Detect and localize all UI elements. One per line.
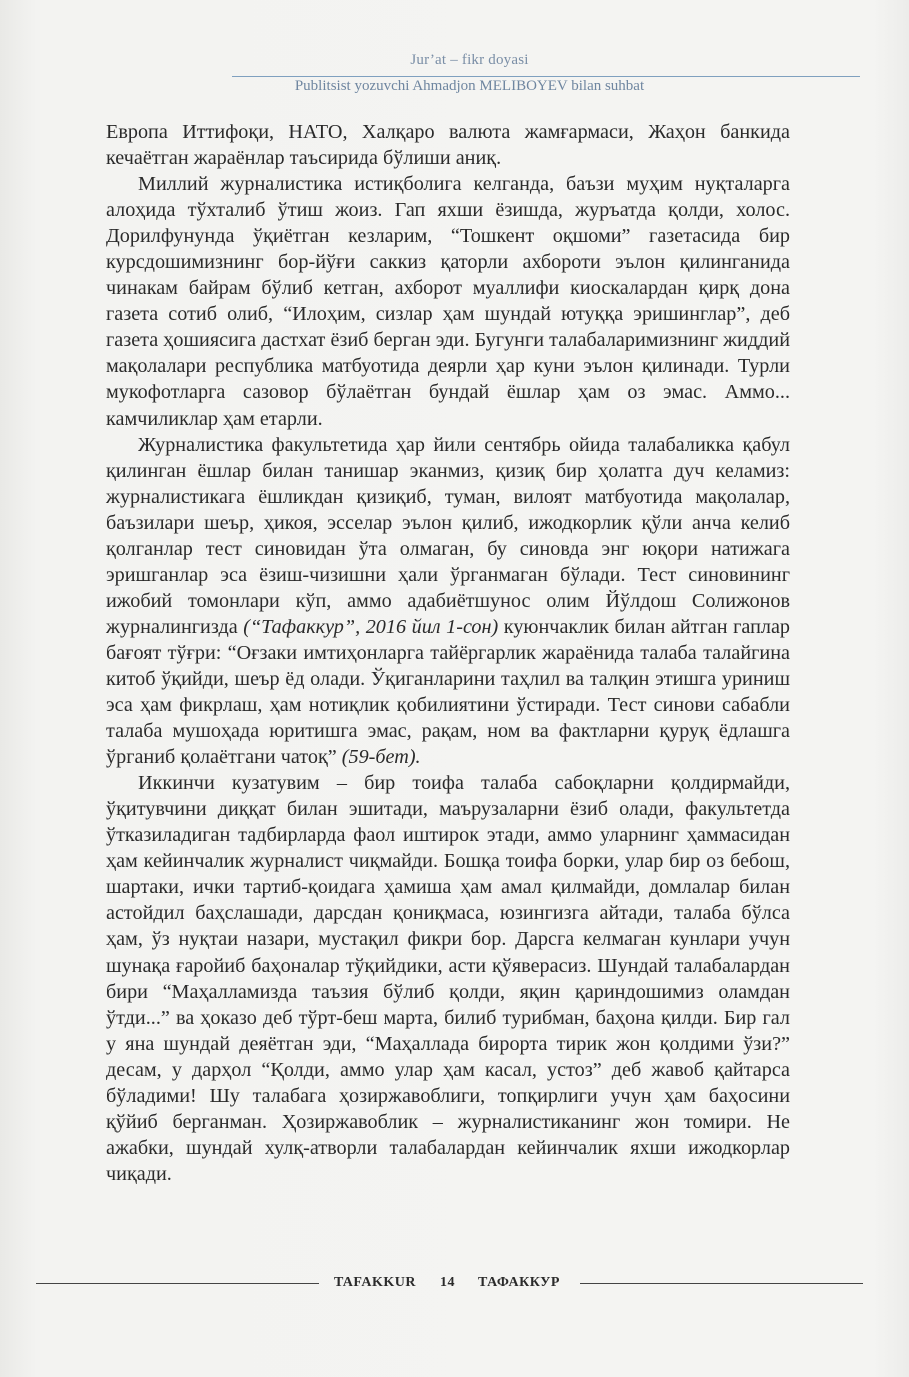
article-subtitle: Publitsist yozuvchi Ahmadjon MELIBOYEV bilan suhbat [294,78,645,94]
page-number: 14 [440,1275,455,1290]
citation-text: (“Тафаккур”, 2016 йил 1-сон) [243,615,499,638]
page-footer [0,1272,909,1296]
series-title: Jur’at – fikr doyasi [410,52,529,68]
running-header [0,50,909,100]
paragraph-text: куюнчаклик билан айтган гаплар бағоят тўғри: “Оғзаки имтиҳонларга тайёргарлик жараёнида талаба талайгина китоб ўқийди, шеър ёд олади. Ўқиганларини таҳлил ва талқин этишга уриниш эса ҳам фикрлаш, ҳам нотиқлик қобилиятини ўстиради. Тест синови сабабли талаба мушоҳада юритишга эмас, рақам, ном ва фактларни қуруқ ёдлашга ўрганиб қолаётгани чатоқ” [106,615,790,769]
paragraph [106,119,790,171]
paragraph-text: Журналистика факультетида ҳар йили сентябрь ойида талабаликка қабул қилинган ёшлар билан танишар эканмиз, қизиқ бир ҳолатга дуч келамиз: журналистикага ёшликдан қизиқиб, туман, вилоят матбуотида мақолалар, баъзилари шеър, ҳикоя, эсселар эълон қилиб, ижодкорлик қўли анча келиб қолганлар тест синовидан ўта олмаган, бу синовда энг юқори натижага эришганлар эса ёзиш-чизишни ҳали ўрганмаган бўлади. Тест синовининг ижобий томонлари кўп, аммо адабиётшунос олим Йўлдош Солижонов журналингизда [106,433,790,638]
footer-rule-right [580,1283,863,1284]
paragraph [106,171,790,431]
footer-left-label: TAFAKKUR [334,1275,417,1290]
header-rule [232,76,860,77]
paragraph-text: Иккинчи кузатувим – бир тоифа талаба сабоқларни қолдирмайди, ўқитувчини диққат билан эшитади, маърузаларни ёзиб олади, факультетда ўтказиладиган тадбирларда фаол иштирок этади, аммо уларнинг ҳаммасидан ҳам кейинчалик журналист чиқмайди. Бошқа тоифа борки, улар бир оз бебош, шартаки, ички тартиб-қоидага ҳамиша ҳам амал қилмайди, домлалар билан астойдил баҳслашади, дарсдан қониқмаса, юзингизга айтади, талаба бўлса ҳам, ўз нуқтаи назари, мустақил фикри бор. Дарсга келмаган кунлари учун шунақа ғаройиб баҳоналар тўқийдики, асти қўяверасиз. Шундай талабалардан бири “Маҳалламизда таъзия бўлиб қолди, яқин қариндошимиз оламдан ўтди...” ва ҳоказо деб тўрт-беш марта, билиб турибман, баҳона қилди. Бир гал у яна шундай деяётган эди, “Маҳаллада бирорта тирик жон қолдими ўзи?” десам, у дарҳол “Қолди, аммо улар ҳам касал, устоз” деб жавоб қайтарса бўладими! Шу талабага ҳозиржавоблиги, топқирлиги учун ҳам баҳосини қўйиб берганман. Ҳозиржавоблик – журналистиканинг жон томири. Не ажабки, шундай хулқ-атворли талабалардан кейинчалик яхши ижодкорлар чиқади. [106,772,790,1185]
paragraph-text: Европа Иттифоқи, НАТО, Халқаро валюта жамғармаси, Жаҳон банкида кечаётган жараёнлар таъсирида бўлиши аниқ. [106,121,790,170]
footer-right-label: ТАФАККУР [478,1275,560,1290]
article-body [106,119,790,1187]
footer-rule-left [36,1283,319,1284]
citation-text: (59-бет). [341,746,421,769]
paragraph [106,432,790,771]
paragraph [106,770,790,1187]
paragraph-text: Миллий журналистика истиқболига келганда, баъзи муҳим нуқталарга алоҳида тўхталиб ўтиш жоиз. Гап яхши ёзишда, журъатда қолди, холос. Дорилфунунда ўқиётган кезларим, “Тошкент оқшоми” газетасида бир курсдошимизнинг бор-йўғи саккиз қаторли ахбороти эълон қилинганида чинакам байрам бўлиб кетган, ахборот муаллифи киоскалардан қирқ дона газета сотиб олиб, “Илоҳим, сизлар ҳам шундай ютуққа эришинглар”, деб газета ҳошиясига дастхат ёзиб берган эди. Бугунги талабаларимизнинг жиддий мақолалари республика матбуотида деярли ҳар куни эълон қилинади. Турли мукофотларга сазовор бўлаётган бундай ёшлар ҳам оз эмас. Аммо... камчиликлар ҳам етарли. [106,173,790,430]
